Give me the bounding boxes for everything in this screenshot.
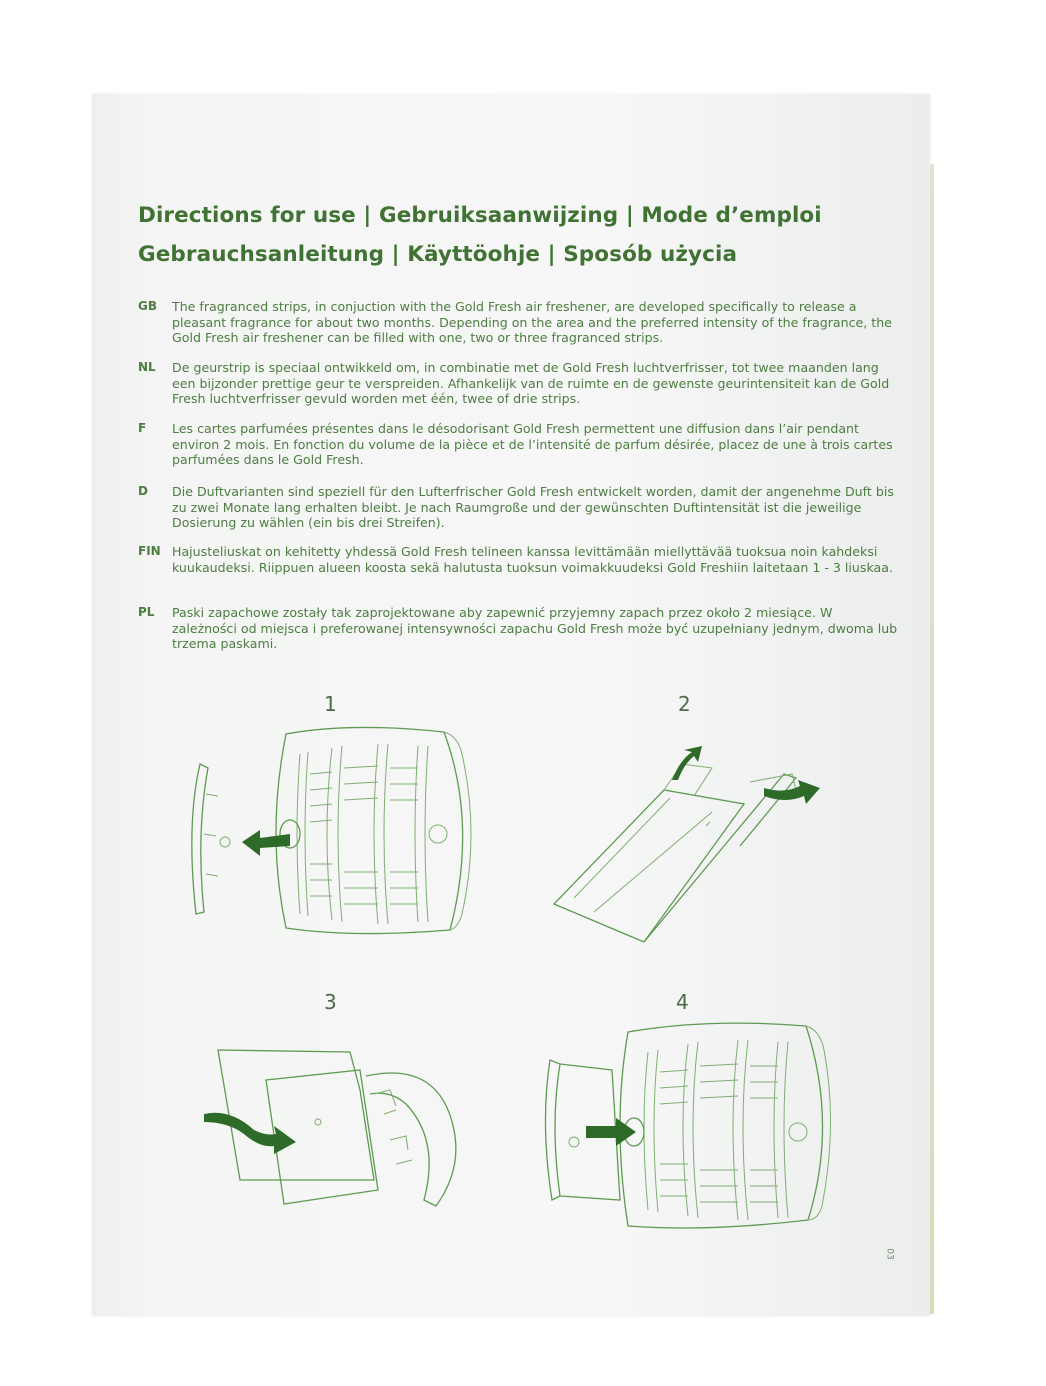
section-nl <box>138 360 898 407</box>
step-number-4: 4 <box>676 990 689 1014</box>
section-text: The fragranced strips, in conjuction with the Gold Fresh air freshener, are developed specifically to release a pleasant fragrance for about two months. Depending on the area and the preferred intensity of the fragrance, the Gold Fresh air freshener can be filled with one, two or three fragranced strips. <box>172 299 892 345</box>
section-gb <box>138 299 898 346</box>
heading-line-1: Directions for use | Gebruiksaanwijzing | Mode d’emploi <box>138 203 822 228</box>
device-close-illustration <box>538 1014 838 1234</box>
section-text: Paski zapachowe zostały tak zaprojektowane aby zapewnić przyjemny zapach przez około 2 miesiące. W zależności od miejsca i preferowanej intensywności zapachu Gold Fresh może być uzupełniany jednym, dwoma lub trzema paskami. <box>172 605 898 651</box>
language-code: GB <box>138 299 157 313</box>
section-text: Les cartes parfumées présentes dans le désodorisant Gold Fresh permettent une diffusion dans l’air pendant environ 2 mois. En fonction du volume de la pièce et de l’intensité de parfum désirée, placez de une à trois cartes parfumées dans le Gold Fresh. <box>172 421 893 467</box>
section-f <box>138 421 898 468</box>
section-pl <box>138 605 898 652</box>
language-code: NL <box>138 360 156 374</box>
language-code: F <box>138 421 147 435</box>
language-code: D <box>138 484 148 498</box>
section-text: Hajusteliuskat on kehitetty yhdessä Gold Fresh telineen kanssa levittämään miellyttävää tuoksua noin kahdeksi kuukaudeksi. Riippuen alueen koosta sekä halutusta tuoksun voimakkuudeksi Gold Freshiin laitetaan 1 - 3 liuskaa. <box>172 544 893 575</box>
language-code: FIN <box>138 544 161 558</box>
strip-insert-illustration <box>200 1030 480 1220</box>
section-text: De geurstrip is speciaal ontwikkeld om, in combinatie met de Gold Fresh luchtverfrisser, tot twee maanden lang een bijzonder prettige geur te verspreiden. Afhankelijk van de ruimte en de gewenste geurintensiteit kan de Gold Fresh luchtverfrisser gevuld worden met één, twee of drie strips. <box>172 360 890 406</box>
print-code: 03 <box>884 1248 895 1260</box>
step-number-3: 3 <box>324 990 337 1014</box>
device-open-illustration <box>182 724 482 939</box>
section-fin <box>138 544 898 575</box>
package-panel <box>92 94 930 1316</box>
step-number-1: 1 <box>324 692 337 716</box>
step-number-2: 2 <box>678 692 691 716</box>
section-d <box>138 484 898 531</box>
language-code: PL <box>138 605 155 619</box>
strip-peel-illustration <box>544 734 834 954</box>
heading-line-2: Gebrauchsanleitung | Käyttöohje | Sposób użycia <box>138 242 738 267</box>
section-text: Die Duftvarianten sind speziell für den Lufterfrischer Gold Fresh entwickelt worden, damit der angenehme Duft bis zu zwei Monate lang erhalten bleibt. Je nach Raumgroße und der gewünschten Duftintensität ist die jeweilige Dosierung zu wählen (ein bis drei Streifen). <box>172 484 894 530</box>
